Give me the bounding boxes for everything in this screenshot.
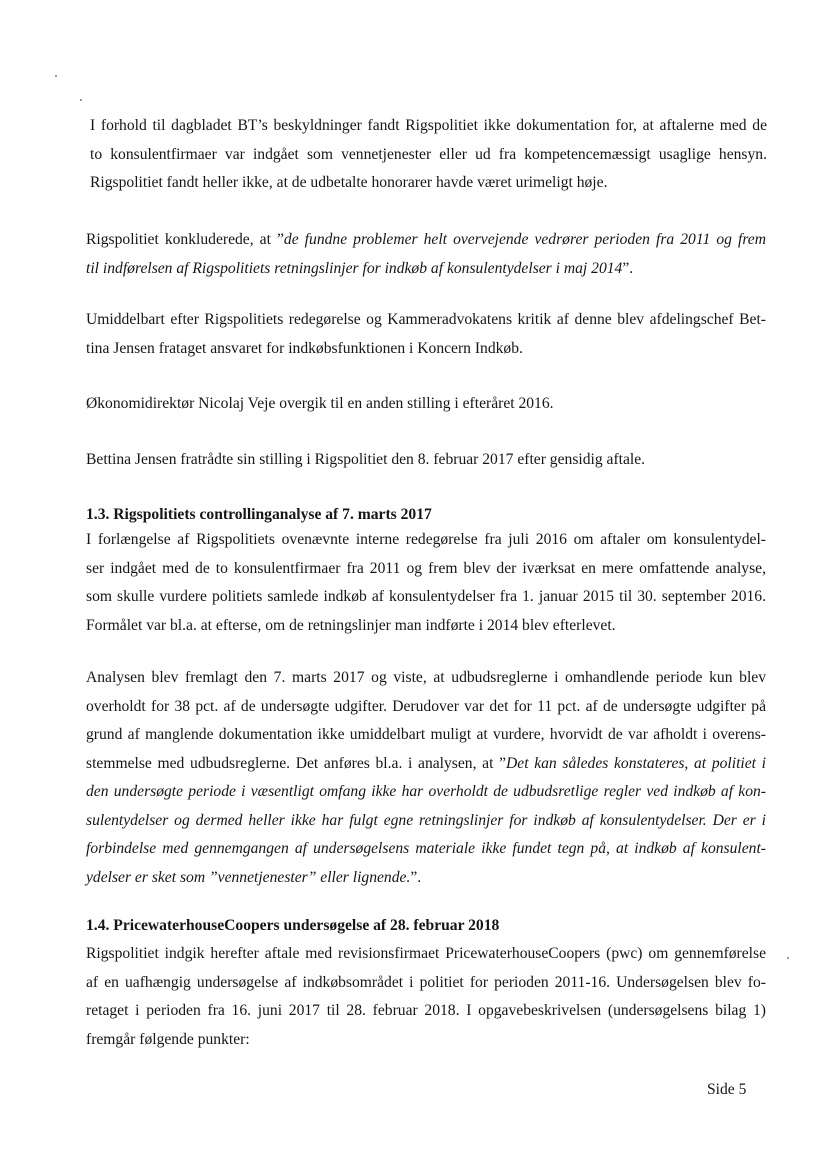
paragraph-line	[86, 807, 766, 836]
paragraph-line: I forlængelse af Rigspolitiets ovenævnte interne redegørelse fra juli 2016 om aftaler om konsulentydel-	[86, 531, 766, 548]
paragraph-finance-director	[86, 390, 766, 419]
paragraph-line: grund af manglende dokumentation ikke umiddelbart muligt at vurdere, hvorvidt de var afholdt i overens-	[86, 726, 766, 743]
quote-italic: ydelser er sket som ”vennetjenester” eller lignende.	[86, 868, 411, 886]
quote-italic: til indførelsen af Rigspolitiets retningslinjer for indkøb af konsulentydelser i maj 2014	[86, 259, 623, 277]
paragraph-line: overholdt for 38 pct. af de undersøgte udgifter. Derudover var det for 11 pct. af de undersøgte udgifter på	[86, 697, 766, 715]
paragraph-line	[86, 750, 766, 779]
paragraph-line: Analysen blev fremlagt den 7. marts 2017 og viste, at udbudsreglerne i omhandlende periode kun blev	[86, 669, 766, 686]
paragraph-line: Rigspolitiet fandt heller ikke, at de udbetalte honorarer havde været urimeligt høje.	[90, 174, 608, 191]
paragraph-line	[86, 835, 766, 864]
paragraph-line	[86, 226, 766, 255]
section-heading-1-4: 1.4. PricewaterhouseCoopers undersøgelse af 28. februar 2018	[86, 917, 500, 934]
paragraph-line: tina Jensen frataget ansvaret for indkøbsfunktionen i Koncern Indkøb.	[86, 339, 523, 357]
paragraph-line: ser indgået med de to konsulentfirmaer fra 2011 og frem blev der iværksat en mere omfattende analyse,	[86, 559, 766, 577]
paragraph-line: fremgår følgende punkter:	[86, 1030, 250, 1048]
paragraph-line: to konsulentfirmaer var indgået som vennetjenester eller ud fra kompetencemæssigt usaglige hensyn.	[90, 145, 767, 163]
paragraph-line: Formålet var bl.a. at efterse, om de retningslinjer man indførte i 2014 blev efterlevet.	[86, 616, 616, 634]
quote-italic: Det kan således konstateres, at politiet i	[506, 754, 767, 772]
quote-italic: de fundne problemer helt overvejende vedrører perioden fra 2011 og frem	[283, 231, 766, 248]
paragraph-pwc-investigation	[86, 940, 766, 1054]
paragraph-line	[86, 864, 766, 893]
paragraph-controlling-analysis	[86, 526, 766, 640]
scan-speck	[787, 957, 789, 959]
text-plain: Rigspolitiet konkluderede, at ”	[86, 231, 284, 248]
section-heading-1-3: 1.3. Rigspolitiets controllinganalyse af 7. marts 2017	[86, 506, 432, 523]
page-number: Side 5	[707, 1081, 747, 1098]
paragraph-line: Rigspolitiet indgik herefter aftale med revisionsfirmaet PricewaterhouseCoopers (pwc) om gennemførelse	[86, 945, 766, 962]
text-plain: ”.	[622, 259, 634, 277]
paragraph-bt-accusations	[90, 112, 767, 198]
quote-italic: den undersøgte periode i væsentligt omfang ikke har overholdt de udbudsretlige regler ved indkøb af kon-	[86, 783, 766, 800]
paragraph-line: Umiddelbart efter Rigspolitiets redegørelse og Kammeradvokatens kritik af denne blev afdelingschef Bet-	[86, 311, 766, 328]
paragraph-conclusion	[86, 226, 766, 283]
paragraph-line	[86, 778, 766, 807]
paragraph-analysis-results	[86, 664, 766, 892]
paragraph-line: af en uafhængig undersøgelse af indkøbsområdet i politiet for perioden 2011-16. Undersøgelsen blev fo-	[86, 973, 766, 991]
paragraph-line	[86, 255, 766, 284]
paragraph-resignation	[86, 446, 766, 475]
quote-italic: sulentydelser og dermed heller ikke har fulgt egne retningslinjer for indkøb af konsulentydelser. Der er i	[86, 811, 766, 829]
quote-italic: forbindelse med gennemgangen af undersøgelsens materiale ikke fundet tegn på, at indkøb af konsulent-	[86, 840, 766, 857]
paragraph-line: Økonomidirektør Nicolaj Veje overgik til en anden stilling i efteråret 2016.	[86, 395, 554, 412]
text-plain: stemmelse med udbudsreglerne. Det anføres bl.a. i analysen, at ”	[86, 754, 507, 772]
scan-speck	[80, 99, 82, 101]
paragraph-line: I forhold til dagbladet BT’s beskyldninger fandt Rigspolitiet ikke dokumentation for, at aftalerne med de	[90, 117, 767, 134]
scan-speck	[55, 75, 57, 77]
paragraph-line: som skulle vurdere politiets samlede indkøb af konsulentydelser fra 1. januar 2015 til 30. september 2016.	[86, 588, 766, 605]
paragraph-department-head	[86, 306, 766, 363]
paragraph-line: Bettina Jensen fratrådte sin stilling i Rigspolitiet den 8. februar 2017 efter gensidig aftale.	[86, 451, 646, 468]
text-plain: ”.	[410, 868, 422, 886]
paragraph-line: retaget i perioden fra 16. juni 2017 til 28. februar 2018. I opgavebeskrivelsen (undersøgelsens bilag 1)	[86, 1002, 766, 1019]
